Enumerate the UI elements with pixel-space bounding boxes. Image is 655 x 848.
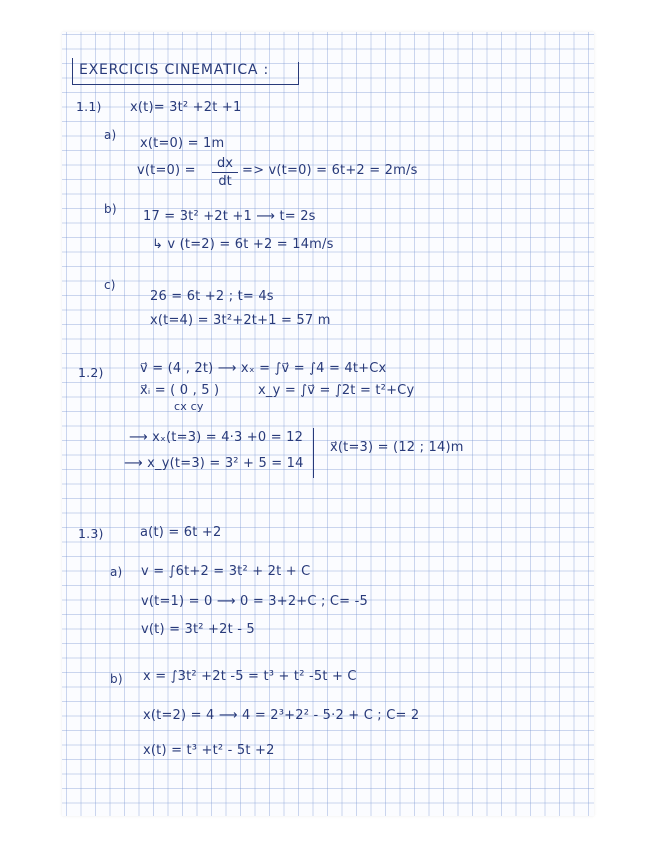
- exercise-1-1-b-line-2: ↳ v (t=2) = 6t +2 = 14m/s: [152, 237, 334, 252]
- title-cursor-mark: [298, 62, 299, 84]
- exercise-1-1-equation: x(t)= 3t² +2t +1: [130, 100, 242, 115]
- exercise-1-2-constants-labels: cx cy: [174, 400, 204, 413]
- exercise-1-1-part-c-label: c): [104, 278, 116, 292]
- exercise-1-1-c-line-2: x(t=4) = 3t²+2t+1 = 57 m: [150, 313, 331, 328]
- exercise-1-3-part-a-label: a): [110, 565, 123, 579]
- fraction-numerator: dx: [217, 156, 233, 171]
- exercise-1-2-velocity-line: v⃗ = (4 , 2t) ⟶ xₓ = ∫v⃗ = ∫4 = 4t+Cx: [140, 361, 387, 376]
- exercise-1-2-x-result: ⟶ xₓ(t=3) = 4·3 +0 = 12: [129, 430, 304, 445]
- exercise-1-1-b-line-1: 17 = 3t² +2t +1 ⟶ t= 2s: [143, 209, 316, 224]
- page-title: EXERCICIS CINEMATICA :: [79, 62, 270, 78]
- exercise-1-3-b-line-1: x = ∫3t² +2t -5 = t³ + t² -5t + C: [143, 669, 357, 684]
- exercise-1-2-final-vector: x⃗(t=3) = (12 ; 14)m: [330, 440, 464, 455]
- exercise-1-3-b-line-2: x(t=2) = 4 ⟶ 4 = 2³+2² - 5·2 + C ; C= 2: [143, 708, 420, 723]
- exercise-1-3-a-line-1: v = ∫6t+2 = 3t² + 2t + C: [141, 564, 311, 579]
- exercise-1-1-part-b-label: b): [104, 202, 117, 216]
- exercise-1-1-a-line-1: x(t=0) = 1m: [140, 136, 225, 151]
- exercise-1-3-a-line-2: v(t=1) = 0 ⟶ 0 = 3+2+C ; C= -5: [141, 594, 368, 609]
- exercise-1-3-number: 1.3): [78, 526, 104, 541]
- fraction-bar: [212, 172, 238, 173]
- exercise-1-1-part-a-label: a): [104, 128, 117, 142]
- exercise-1-2-number: 1.2): [78, 365, 104, 380]
- exercise-1-1-c-line-1: 26 = 6t +2 ; t= 4s: [150, 289, 274, 304]
- exercise-1-3-a-line-3: v(t) = 3t² +2t - 5: [141, 622, 255, 637]
- fraction-denominator: dt: [218, 174, 232, 189]
- exercise-1-1-a-line-2-left: v(t=0) =: [137, 163, 196, 178]
- exercise-1-3-b-line-3: x(t) = t³ +t² - 5t +2: [143, 743, 275, 758]
- exercise-1-2-initial-position: x⃗ᵢ = ( 0 , 5 ): [140, 383, 220, 398]
- exercise-1-1-a-line-2-right: => v(t=0) = 6t+2 = 2m/s: [242, 163, 418, 178]
- derivative-fraction: [212, 156, 238, 189]
- result-brace: [313, 428, 314, 478]
- exercise-1-1-number: 1.1): [76, 99, 102, 114]
- exercise-1-2-y-result: ⟶ x_y(t=3) = 3² + 5 = 14: [124, 456, 304, 471]
- exercise-1-2-y-integral: x_y = ∫v⃗ = ∫2t = t²+Cy: [258, 383, 415, 398]
- exercise-1-3-part-b-label: b): [110, 672, 123, 686]
- exercise-1-3-acceleration: a(t) = 6t +2: [140, 525, 222, 540]
